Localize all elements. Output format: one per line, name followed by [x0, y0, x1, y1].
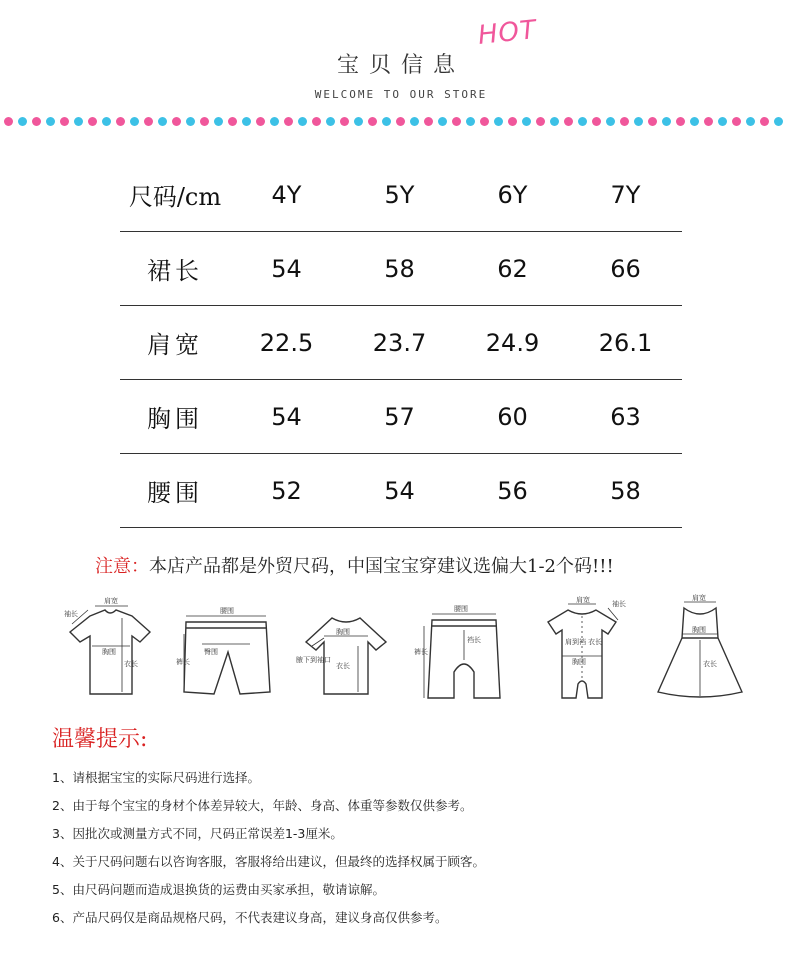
- divider-dot: [144, 117, 153, 126]
- table-cell: 57: [343, 380, 456, 454]
- table-header-cell: 5Y: [384, 180, 415, 209]
- divider-dot: [130, 117, 139, 126]
- divider-dot: [550, 117, 559, 126]
- table-cell: 63: [569, 380, 682, 454]
- divider-dot: [760, 117, 769, 126]
- divider-dot: [494, 117, 503, 126]
- garment-label: 腋下到袖口: [296, 656, 331, 664]
- table-header-cell: 7Y: [610, 180, 641, 209]
- measurement-diagrams: [60, 594, 750, 706]
- table-cell: 58: [343, 232, 456, 306]
- divider-dot: [116, 117, 125, 126]
- garment-label: 裤长: [414, 648, 428, 656]
- divider-dot: [354, 117, 363, 126]
- divider-dot: [424, 117, 433, 126]
- divider-dot: [368, 117, 377, 126]
- divider-dot: [578, 117, 587, 126]
- romper-icon: [532, 594, 632, 706]
- garment-label: 衣长: [703, 660, 717, 668]
- divider-dot: [312, 117, 321, 126]
- tips-list: [52, 770, 485, 938]
- size-table: [120, 158, 682, 528]
- garment-label: 胸围: [336, 628, 350, 636]
- list-item: 5、由尺码问题而造成退换货的运费由买家承担，敬请谅解。: [52, 882, 385, 897]
- notice: [95, 552, 614, 578]
- divider-dot: [536, 117, 545, 126]
- list-item: 1、请根据宝宝的实际尺码进行选择。: [52, 770, 260, 785]
- table-header-cell: 4Y: [271, 180, 302, 209]
- notice-text: 本店产品都是外贸尺码，中国宝宝穿建议选偏大1-2个码!!!: [149, 556, 614, 577]
- garment-label: 胸围: [572, 658, 586, 666]
- dress-icon: [650, 594, 750, 706]
- list-item: 3、因批次或测量方式不同，尺码正常误差1-3厘米。: [52, 826, 343, 841]
- divider-dot: [200, 117, 209, 126]
- divider-dot: [746, 117, 755, 126]
- hot-badge: HOT: [476, 15, 539, 51]
- divider-dot: [648, 117, 657, 126]
- divider-dot: [60, 117, 69, 126]
- table-cell: 56: [456, 454, 569, 528]
- table-cell: 58: [569, 454, 682, 528]
- divider-dot: [228, 117, 237, 126]
- page-title: 宝贝信息: [336, 53, 465, 78]
- divider-dot: [704, 117, 713, 126]
- garment-label: 臀围: [204, 648, 218, 656]
- divider-dot: [326, 117, 335, 126]
- table-cell: 54: [230, 232, 343, 306]
- garment-label: 裤长: [176, 658, 190, 666]
- table-cell: 54: [343, 454, 456, 528]
- tips-title: 温馨提示:: [52, 727, 148, 752]
- divider-dot: [270, 117, 279, 126]
- table-header-row: [120, 158, 682, 232]
- divider-dot: [158, 117, 167, 126]
- page-subtitle: WELCOME TO OUR STORE: [314, 88, 488, 101]
- list-item: 4、关于尺码问题右以咨询客服，客服将给出建议，但最终的选择权属于顾客。: [52, 854, 485, 869]
- divider-dot: [774, 117, 783, 126]
- divider-dot: [340, 117, 349, 126]
- divider-dot: [466, 117, 475, 126]
- garment-label: 肩宽: [104, 597, 118, 605]
- table-cell: 23.7: [343, 306, 456, 380]
- divider-dot: [396, 117, 405, 126]
- table-row: [120, 232, 682, 306]
- garment-label: 肩宽: [692, 594, 706, 602]
- divider-dot: [214, 117, 223, 126]
- divider-dot: [382, 117, 391, 126]
- garment-label: 衣长: [588, 638, 602, 646]
- table-cell: 26.1: [569, 306, 682, 380]
- divider-dot: [18, 117, 27, 126]
- garment-label: 胸围: [102, 648, 116, 656]
- divider-dot: [690, 117, 699, 126]
- dotted-divider: [0, 117, 802, 127]
- row-label: 肩宽: [120, 306, 230, 380]
- divider-dot: [676, 117, 685, 126]
- divider-dot: [564, 117, 573, 126]
- garment-label: 衣长: [336, 662, 350, 670]
- table-cell: 24.9: [456, 306, 569, 380]
- table-row: [120, 454, 682, 528]
- divider-dot: [186, 117, 195, 126]
- divider-dot: [606, 117, 615, 126]
- tshirt-icon: [60, 594, 160, 706]
- divider-dot: [242, 117, 251, 126]
- divider-dot: [256, 117, 265, 126]
- table-cell: 66: [569, 232, 682, 306]
- garment-label: 胸围: [692, 626, 706, 634]
- row-label: 腰围: [120, 454, 230, 528]
- divider-dot: [592, 117, 601, 126]
- table-header-cell: 尺码/cm: [128, 183, 222, 211]
- row-label: 裙长: [120, 232, 230, 306]
- divider-dot: [46, 117, 55, 126]
- table-cell: 22.5: [230, 306, 343, 380]
- divider-dot: [4, 117, 13, 126]
- row-label: 胸围: [120, 380, 230, 454]
- notice-label: 注意：: [95, 556, 149, 577]
- table-row: [120, 380, 682, 454]
- garment-label: 衣长: [124, 660, 138, 668]
- divider-dot: [438, 117, 447, 126]
- pants-icon: [414, 594, 514, 706]
- table-cell: 52: [230, 454, 343, 528]
- divider-dot: [522, 117, 531, 126]
- divider-dot: [452, 117, 461, 126]
- divider-dot: [284, 117, 293, 126]
- garment-label: 肩宽: [576, 596, 590, 604]
- table-row: [120, 306, 682, 380]
- divider-dot: [88, 117, 97, 126]
- divider-dot: [620, 117, 629, 126]
- divider-dot: [508, 117, 517, 126]
- garment-label: 袖长: [64, 610, 78, 618]
- divider-dot: [718, 117, 727, 126]
- garment-label: 腰围: [220, 607, 234, 615]
- divider-dot: [102, 117, 111, 126]
- garment-label: 腰围: [454, 605, 468, 613]
- table-header-cell: 6Y: [497, 180, 528, 209]
- divider-dot: [480, 117, 489, 126]
- divider-dot: [74, 117, 83, 126]
- list-item: 6、产品尺码仅是商品规格尺码，不代表建议身高，建议身高仅供参考。: [52, 910, 448, 925]
- raglan-shirt-icon: [296, 594, 396, 706]
- shorts-icon: [178, 594, 278, 706]
- table-cell: 54: [230, 380, 343, 454]
- list-item: 2、由于每个宝宝的身材个体差异较大，年龄、身高、体重等参数仅供参考。: [52, 798, 473, 813]
- divider-dot: [172, 117, 181, 126]
- divider-dot: [410, 117, 419, 126]
- garment-label: 裆长: [467, 636, 481, 644]
- garment-label: 肩到裆: [565, 638, 586, 646]
- divider-dot: [662, 117, 671, 126]
- divider-dot: [732, 117, 741, 126]
- table-cell: 62: [456, 232, 569, 306]
- divider-dot: [634, 117, 643, 126]
- garment-label: 袖长: [612, 600, 626, 608]
- divider-dot: [32, 117, 41, 126]
- table-cell: 60: [456, 380, 569, 454]
- divider-dot: [298, 117, 307, 126]
